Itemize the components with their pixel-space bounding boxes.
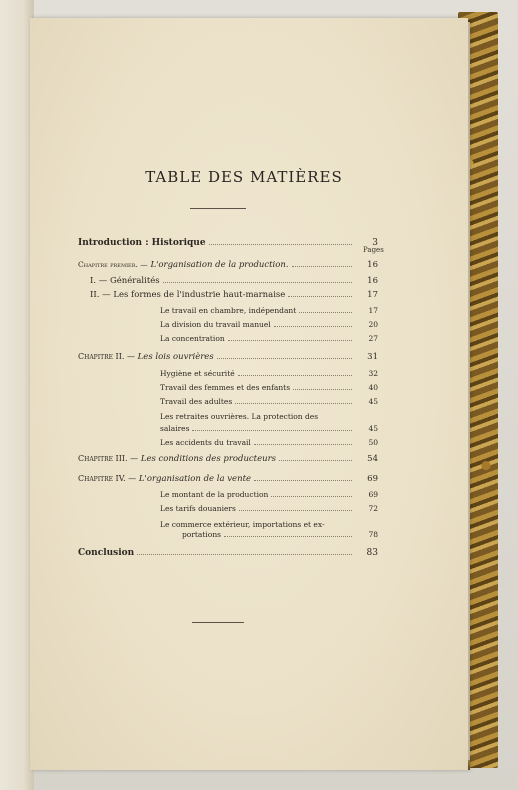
leader-dots: [217, 357, 352, 359]
toc-entry-chapter-1-section-1: I. — Généralités 16: [90, 276, 378, 286]
leader-dots: [292, 265, 352, 267]
leader-dots: [279, 459, 352, 461]
leader-dots: [288, 295, 352, 297]
toc-entry-division-travail: La division du travail manuel 20: [160, 320, 378, 329]
toc-entry-travail-femmes: Travail des femmes et des enfants 40: [160, 383, 378, 392]
toc-entry-introduction: Introduction : Historique 3: [78, 238, 378, 248]
left-page-edge: [0, 0, 34, 790]
table-of-contents: [30, 18, 468, 770]
leader-dots: [238, 374, 352, 376]
toc-entry-conclusion: Conclusion 83: [78, 548, 378, 558]
toc-entry-hygiene: Hygiène et sécurité 32: [160, 369, 378, 378]
toc-entry-accidents: Les accidents du travail 50: [160, 438, 378, 447]
toc-entry-travail-en-chambre: Le travail en chambre, indépendant 17: [160, 306, 378, 315]
page-title: TABLE DES MATIÈRES: [145, 168, 343, 186]
leader-dots: [235, 402, 352, 404]
toc-entry-concentration: La concentration 27: [160, 334, 378, 343]
leader-dots: [254, 479, 352, 481]
toc-entry-commerce-line-1: Le commerce extérieur, importations et ex-: [160, 520, 325, 529]
pages-column-label: Pages: [363, 246, 384, 254]
leader-dots: [192, 429, 352, 431]
toc-entry-retraites: salaires 45: [160, 424, 378, 433]
toc-entry-tarifs-douaniers: Les tarifs douaniers 72: [160, 504, 378, 513]
leader-dots: [254, 443, 352, 445]
title-rule: [190, 208, 246, 209]
toc-entry-commerce-exterieur: portations 78: [182, 530, 378, 539]
book-page: [30, 18, 468, 770]
leader-dots: [163, 281, 352, 283]
leader-dots: [271, 495, 352, 497]
toc-entry-travail-adultes: Travail des adultes 45: [160, 397, 378, 406]
leader-dots: [293, 388, 352, 390]
toc-entry-chapter-1-section-2: II. — Les formes de l'industrie haut-marnaise 17: [90, 290, 378, 300]
toc-entry-montant-production: Le montant de la production 69: [160, 490, 378, 499]
leader-dots: [239, 509, 352, 511]
leader-dots: [228, 339, 352, 341]
leader-dots: [137, 553, 352, 555]
toc-entry-chapter-1: Chapitre premier. — L'organisation de la production. 16: [78, 260, 378, 270]
toc-entry-chapter-3: Chapitre III. — Les conditions des producteurs 54: [78, 454, 378, 464]
closing-rule: [192, 622, 244, 623]
leader-dots: [209, 243, 352, 245]
leader-dots: [224, 535, 352, 537]
toc-entry-chapter-2: Chapitre II. — Les lois ouvrières 31: [78, 352, 378, 362]
toc-entry-chapter-4: Chapitre IV. — L'organisation de la vente 69: [78, 474, 378, 484]
toc-entry-retraites-line-1: Les retraites ouvrières. La protection des: [160, 412, 319, 421]
leader-dots: [274, 325, 352, 327]
leader-dots: [299, 311, 352, 313]
